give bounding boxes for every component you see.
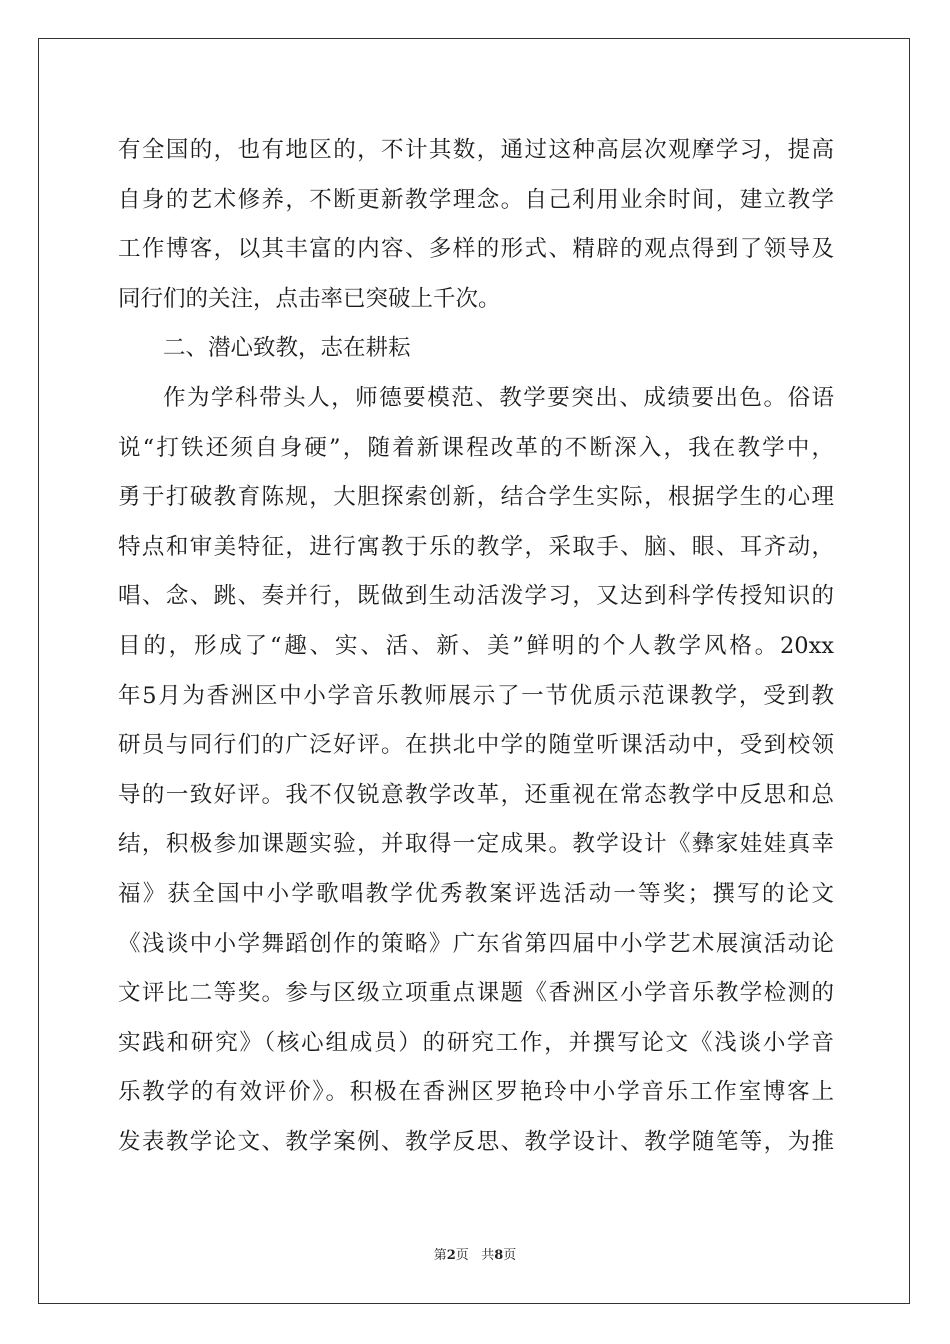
text-line: 唱、念、跳、奏并行，既做到生动活泼学习，又达到科学传授知识的 (118, 583, 834, 610)
text-line: 特点和审美特征，进行寓教于乐的教学，采取手、脑、眼、耳齐动， (118, 533, 834, 560)
text-line: 发表教学论文、教学案例、教学反思、教学设计、教学随笔等，为推 (118, 1128, 834, 1155)
text-line: 说“打铁还须自身硬”，随着新课程改革的不断深入，我在教学中， (118, 434, 834, 461)
text-line: 文评比二等奖。参与区级立项重点课题《香洲区小学音乐教学检测的 (118, 980, 834, 1007)
text-line: 作为学科带头人，师德要模范、教学要突出、成绩要出色。俗语 (163, 384, 834, 411)
text-line: 同行们的关注，点击率已突破上千次。 (118, 285, 501, 312)
text-line: 乐教学的有效评价》。积极在香洲区罗艳玲中小学音乐工作室博客上 (118, 1079, 834, 1106)
text-line: 实践和研究》（核心组成员）的研究工作，并撰写论文《浅谈小学音 (118, 1029, 834, 1056)
text-line: 《浅谈中小学舞蹈创作的策略》广东省第四届中小学艺术展演活动论 (118, 930, 834, 957)
text-line: 福》获全国中小学歌唱教学优秀教案评选活动一等奖；撰写的论文 (118, 880, 834, 907)
text-line: 自身的艺术修养，不断更新教学理念。自己利用业余时间，建立教学 (118, 186, 834, 213)
text-line: 勇于打破教育陈规，大胆探索创新，结合学生实际，根据学生的心理 (118, 484, 834, 511)
total-pages: 8 (494, 1248, 504, 1263)
total-prefix: 共 (481, 1248, 495, 1263)
text-line: 研员与同行们的广泛好评。在拱北中学的随堂听课活动中，受到校领 (118, 732, 834, 759)
section-heading: 二、潜心致教，志在耕耘 (163, 335, 411, 362)
document-body (118, 126, 834, 1167)
text-line: 导的一致好评。我不仅锐意教学改革，还重视在常态教学中反思和总 (118, 781, 834, 808)
page-prefix: 第 (433, 1248, 447, 1263)
page-footer (0, 1244, 950, 1263)
text-line: 目的，形成了“趣、实、活、新、美”鲜明的个人教学风格。20xx (118, 632, 834, 659)
page-number: 2 (446, 1248, 456, 1263)
text-line: 结，积极参加课题实验，并取得一定成果。教学设计《彝家娃娃真幸 (118, 831, 834, 858)
total-suffix: 页 (503, 1248, 517, 1263)
text-line: 年5月为香洲区中小学音乐教师展示了一节优质示范课教学，受到教 (118, 682, 834, 709)
text-line: 工作博客，以其丰富的内容、多样的形式、精辟的观点得到了领导及 (118, 236, 834, 263)
page-suffix: 页 (455, 1248, 469, 1263)
text-line: 有全国的，也有地区的，不计其数，通过这种高层次观摩学习，提高 (118, 137, 834, 163)
